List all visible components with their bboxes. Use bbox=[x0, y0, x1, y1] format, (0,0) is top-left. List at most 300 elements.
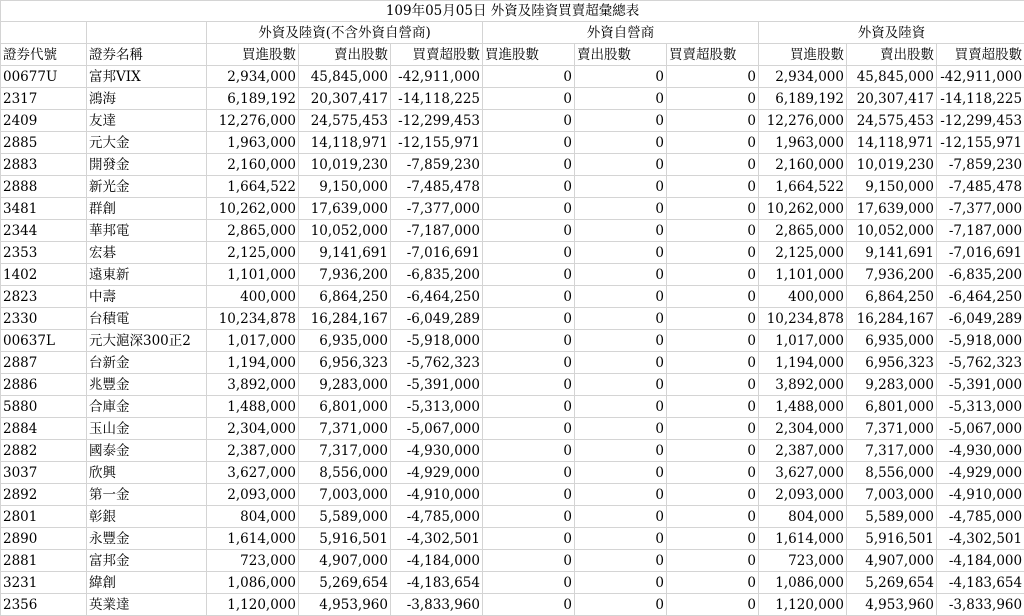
cell-net: -14,118,225 bbox=[391, 88, 483, 110]
cell-sell: 9,283,000 bbox=[299, 374, 391, 396]
column-header-dealer-buy: 買進股數 bbox=[483, 44, 575, 66]
cell-name: 友達 bbox=[87, 110, 207, 132]
cell-total-sell: 4,953,960 bbox=[847, 594, 937, 616]
cell-total-sell: 6,935,000 bbox=[847, 330, 937, 352]
table-row bbox=[1, 308, 1024, 330]
cell-sell: 6,864,250 bbox=[299, 286, 391, 308]
cell-total-net: -12,299,453 bbox=[937, 110, 1024, 132]
cell-buy: 1,963,000 bbox=[207, 132, 299, 154]
cell-dealer-net: 0 bbox=[667, 506, 759, 528]
cell-total-sell: 7,936,200 bbox=[847, 264, 937, 286]
cell-dealer-sell: 0 bbox=[575, 132, 667, 154]
cell-total-buy: 1,101,000 bbox=[759, 264, 847, 286]
cell-total-buy: 12,276,000 bbox=[759, 110, 847, 132]
cell-code: 2886 bbox=[1, 374, 87, 396]
cell-dealer-sell: 0 bbox=[575, 88, 667, 110]
cell-buy: 1,194,000 bbox=[207, 352, 299, 374]
cell-dealer-sell: 0 bbox=[575, 330, 667, 352]
cell-net: -7,859,230 bbox=[391, 154, 483, 176]
cell-dealer-sell: 0 bbox=[575, 484, 667, 506]
cell-dealer-buy: 0 bbox=[483, 66, 575, 88]
cell-dealer-sell: 0 bbox=[575, 220, 667, 242]
cell-dealer-buy: 0 bbox=[483, 374, 575, 396]
cell-name: 合庫金 bbox=[87, 396, 207, 418]
cell-dealer-net: 0 bbox=[667, 110, 759, 132]
cell-code: 2823 bbox=[1, 286, 87, 308]
cell-code: 5880 bbox=[1, 396, 87, 418]
cell-code: 2330 bbox=[1, 308, 87, 330]
cell-dealer-sell: 0 bbox=[575, 176, 667, 198]
column-header-total-sell: 賣出股數 bbox=[847, 44, 937, 66]
table-row bbox=[1, 176, 1024, 198]
cell-total-buy: 3,892,000 bbox=[759, 374, 847, 396]
cell-net: -5,918,000 bbox=[391, 330, 483, 352]
cell-dealer-net: 0 bbox=[667, 374, 759, 396]
cell-sell: 5,589,000 bbox=[299, 506, 391, 528]
cell-buy: 2,387,000 bbox=[207, 440, 299, 462]
table-row bbox=[1, 484, 1024, 506]
table-row bbox=[1, 154, 1024, 176]
cell-dealer-buy: 0 bbox=[483, 572, 575, 594]
table-row bbox=[1, 418, 1024, 440]
cell-net: -12,299,453 bbox=[391, 110, 483, 132]
cell-name: 英業達 bbox=[87, 594, 207, 616]
column-header-dealer-net: 買賣超股數 bbox=[667, 44, 759, 66]
cell-net: -7,377,000 bbox=[391, 198, 483, 220]
cell-total-buy: 2,934,000 bbox=[759, 66, 847, 88]
cell-total-buy: 3,627,000 bbox=[759, 462, 847, 484]
cell-sell: 9,150,000 bbox=[299, 176, 391, 198]
cell-dealer-buy: 0 bbox=[483, 506, 575, 528]
cell-total-sell: 5,589,000 bbox=[847, 506, 937, 528]
cell-sell: 14,118,971 bbox=[299, 132, 391, 154]
cell-code: 00637L bbox=[1, 330, 87, 352]
cell-sell: 4,907,000 bbox=[299, 550, 391, 572]
cell-total-buy: 2,387,000 bbox=[759, 440, 847, 462]
cell-dealer-buy: 0 bbox=[483, 88, 575, 110]
cell-buy: 804,000 bbox=[207, 506, 299, 528]
cell-sell: 8,556,000 bbox=[299, 462, 391, 484]
cell-total-sell: 5,269,654 bbox=[847, 572, 937, 594]
cell-name: 緯創 bbox=[87, 572, 207, 594]
cell-net: -4,302,501 bbox=[391, 528, 483, 550]
cell-total-sell: 7,317,000 bbox=[847, 440, 937, 462]
cell-net: -4,183,654 bbox=[391, 572, 483, 594]
cell-dealer-net: 0 bbox=[667, 88, 759, 110]
cell-name: 元大滬深300正2 bbox=[87, 330, 207, 352]
cell-sell: 24,575,453 bbox=[299, 110, 391, 132]
cell-dealer-net: 0 bbox=[667, 132, 759, 154]
cell-net: -4,929,000 bbox=[391, 462, 483, 484]
table-row bbox=[1, 462, 1024, 484]
cell-dealer-buy: 0 bbox=[483, 264, 575, 286]
cell-dealer-net: 0 bbox=[667, 550, 759, 572]
cell-total-net: -7,377,000 bbox=[937, 198, 1024, 220]
table-row bbox=[1, 66, 1024, 88]
cell-buy: 2,093,000 bbox=[207, 484, 299, 506]
cell-total-net: -5,918,000 bbox=[937, 330, 1024, 352]
cell-dealer-buy: 0 bbox=[483, 396, 575, 418]
table-row bbox=[1, 594, 1024, 616]
cell-total-buy: 1,664,522 bbox=[759, 176, 847, 198]
cell-name: 遠東新 bbox=[87, 264, 207, 286]
cell-dealer-sell: 0 bbox=[575, 374, 667, 396]
cell-dealer-net: 0 bbox=[667, 176, 759, 198]
cell-dealer-net: 0 bbox=[667, 286, 759, 308]
table-row bbox=[1, 88, 1024, 110]
cell-code: 2885 bbox=[1, 132, 87, 154]
cell-buy: 2,865,000 bbox=[207, 220, 299, 242]
table-row bbox=[1, 352, 1024, 374]
cell-dealer-net: 0 bbox=[667, 352, 759, 374]
cell-buy: 10,234,878 bbox=[207, 308, 299, 330]
cell-total-net: -6,464,250 bbox=[937, 286, 1024, 308]
table-row bbox=[1, 396, 1024, 418]
cell-total-buy: 1,488,000 bbox=[759, 396, 847, 418]
cell-total-sell: 5,916,501 bbox=[847, 528, 937, 550]
cell-sell: 7,003,000 bbox=[299, 484, 391, 506]
cell-total-net: -6,835,200 bbox=[937, 264, 1024, 286]
cell-total-buy: 2,125,000 bbox=[759, 242, 847, 264]
cell-total-net: -4,910,000 bbox=[937, 484, 1024, 506]
cell-total-sell: 9,283,000 bbox=[847, 374, 937, 396]
cell-dealer-net: 0 bbox=[667, 198, 759, 220]
cell-total-sell: 6,956,323 bbox=[847, 352, 937, 374]
cell-buy: 1,101,000 bbox=[207, 264, 299, 286]
cell-net: -4,930,000 bbox=[391, 440, 483, 462]
cell-total-net: -5,391,000 bbox=[937, 374, 1024, 396]
cell-buy: 1,017,000 bbox=[207, 330, 299, 352]
cell-dealer-buy: 0 bbox=[483, 594, 575, 616]
table-row bbox=[1, 330, 1024, 352]
cell-code: 2887 bbox=[1, 352, 87, 374]
cell-dealer-net: 0 bbox=[667, 418, 759, 440]
cell-buy: 2,934,000 bbox=[207, 66, 299, 88]
cell-sell: 16,284,167 bbox=[299, 308, 391, 330]
group-header-row bbox=[1, 22, 1024, 44]
cell-code: 2888 bbox=[1, 176, 87, 198]
cell-code: 00677U bbox=[1, 66, 87, 88]
cell-dealer-sell: 0 bbox=[575, 506, 667, 528]
cell-dealer-buy: 0 bbox=[483, 462, 575, 484]
cell-dealer-sell: 0 bbox=[575, 550, 667, 572]
cell-dealer-sell: 0 bbox=[575, 66, 667, 88]
cell-total-sell: 8,556,000 bbox=[847, 462, 937, 484]
cell-dealer-net: 0 bbox=[667, 528, 759, 550]
header-blank-cell bbox=[1, 22, 87, 44]
cell-dealer-buy: 0 bbox=[483, 484, 575, 506]
cell-name: 台積電 bbox=[87, 308, 207, 330]
column-header-net: 買賣超股數 bbox=[391, 44, 483, 66]
cell-code: 2890 bbox=[1, 528, 87, 550]
cell-sell: 9,141,691 bbox=[299, 242, 391, 264]
cell-name: 玉山金 bbox=[87, 418, 207, 440]
cell-sell: 5,269,654 bbox=[299, 572, 391, 594]
cell-code: 1402 bbox=[1, 264, 87, 286]
cell-total-buy: 1,963,000 bbox=[759, 132, 847, 154]
cell-dealer-sell: 0 bbox=[575, 396, 667, 418]
cell-total-buy: 2,865,000 bbox=[759, 220, 847, 242]
cell-net: -5,762,323 bbox=[391, 352, 483, 374]
cell-total-buy: 1,614,000 bbox=[759, 528, 847, 550]
cell-total-net: -7,187,000 bbox=[937, 220, 1024, 242]
table-row bbox=[1, 572, 1024, 594]
cell-sell: 45,845,000 bbox=[299, 66, 391, 88]
cell-sell: 7,371,000 bbox=[299, 418, 391, 440]
cell-net: -4,910,000 bbox=[391, 484, 483, 506]
cell-total-net: -7,859,230 bbox=[937, 154, 1024, 176]
cell-net: -3,833,960 bbox=[391, 594, 483, 616]
cell-dealer-buy: 0 bbox=[483, 286, 575, 308]
cell-net: -4,785,000 bbox=[391, 506, 483, 528]
cell-total-net: -5,067,000 bbox=[937, 418, 1024, 440]
table-row bbox=[1, 374, 1024, 396]
cell-code: 2881 bbox=[1, 550, 87, 572]
cell-dealer-buy: 0 bbox=[483, 110, 575, 132]
cell-dealer-buy: 0 bbox=[483, 198, 575, 220]
cell-dealer-sell: 0 bbox=[575, 352, 667, 374]
cell-dealer-buy: 0 bbox=[483, 418, 575, 440]
cell-dealer-net: 0 bbox=[667, 220, 759, 242]
cell-code: 2356 bbox=[1, 594, 87, 616]
cell-dealer-sell: 0 bbox=[575, 440, 667, 462]
cell-total-net: -7,485,478 bbox=[937, 176, 1024, 198]
cell-buy: 6,189,192 bbox=[207, 88, 299, 110]
table-row bbox=[1, 110, 1024, 132]
cell-total-sell: 20,307,417 bbox=[847, 88, 937, 110]
cell-total-buy: 6,189,192 bbox=[759, 88, 847, 110]
cell-code: 2344 bbox=[1, 220, 87, 242]
column-header-code: 證券代號 bbox=[1, 44, 87, 66]
cell-total-buy: 2,160,000 bbox=[759, 154, 847, 176]
table-row bbox=[1, 440, 1024, 462]
cell-buy: 1,086,000 bbox=[207, 572, 299, 594]
cell-name: 台新金 bbox=[87, 352, 207, 374]
column-header-total-buy: 買進股數 bbox=[759, 44, 847, 66]
cell-buy: 2,160,000 bbox=[207, 154, 299, 176]
cell-total-sell: 4,907,000 bbox=[847, 550, 937, 572]
cell-buy: 1,614,000 bbox=[207, 528, 299, 550]
cell-sell: 6,801,000 bbox=[299, 396, 391, 418]
cell-net: -5,313,000 bbox=[391, 396, 483, 418]
cell-dealer-net: 0 bbox=[667, 396, 759, 418]
cell-dealer-buy: 0 bbox=[483, 220, 575, 242]
cell-total-net: -4,785,000 bbox=[937, 506, 1024, 528]
group-header-foreign-total: 外資及陸資 bbox=[759, 22, 1024, 44]
cell-dealer-buy: 0 bbox=[483, 528, 575, 550]
cell-dealer-buy: 0 bbox=[483, 242, 575, 264]
cell-net: -5,067,000 bbox=[391, 418, 483, 440]
cell-name: 第一金 bbox=[87, 484, 207, 506]
cell-total-sell: 9,141,691 bbox=[847, 242, 937, 264]
cell-name: 永豐金 bbox=[87, 528, 207, 550]
cell-name: 開發金 bbox=[87, 154, 207, 176]
cell-total-sell: 7,371,000 bbox=[847, 418, 937, 440]
cell-code: 3231 bbox=[1, 572, 87, 594]
cell-total-net: -7,016,691 bbox=[937, 242, 1024, 264]
table-row bbox=[1, 506, 1024, 528]
cell-buy: 1,488,000 bbox=[207, 396, 299, 418]
cell-dealer-net: 0 bbox=[667, 308, 759, 330]
cell-code: 2883 bbox=[1, 154, 87, 176]
cell-total-buy: 1,120,000 bbox=[759, 594, 847, 616]
cell-total-buy: 2,304,000 bbox=[759, 418, 847, 440]
cell-net: -7,485,478 bbox=[391, 176, 483, 198]
cell-dealer-sell: 0 bbox=[575, 264, 667, 286]
header-blank-cell bbox=[87, 22, 207, 44]
cell-total-sell: 7,003,000 bbox=[847, 484, 937, 506]
cell-dealer-sell: 0 bbox=[575, 198, 667, 220]
cell-sell: 6,935,000 bbox=[299, 330, 391, 352]
cell-total-net: -3,833,960 bbox=[937, 594, 1024, 616]
cell-sell: 20,307,417 bbox=[299, 88, 391, 110]
cell-total-buy: 804,000 bbox=[759, 506, 847, 528]
cell-dealer-buy: 0 bbox=[483, 176, 575, 198]
column-header-row bbox=[1, 44, 1024, 66]
cell-total-sell: 6,801,000 bbox=[847, 396, 937, 418]
cell-code: 2882 bbox=[1, 440, 87, 462]
cell-code: 2884 bbox=[1, 418, 87, 440]
cell-total-net: -12,155,971 bbox=[937, 132, 1024, 154]
cell-dealer-net: 0 bbox=[667, 154, 759, 176]
cell-sell: 7,936,200 bbox=[299, 264, 391, 286]
cell-total-buy: 723,000 bbox=[759, 550, 847, 572]
table-row bbox=[1, 242, 1024, 264]
cell-dealer-sell: 0 bbox=[575, 308, 667, 330]
cell-buy: 10,262,000 bbox=[207, 198, 299, 220]
cell-dealer-buy: 0 bbox=[483, 352, 575, 374]
cell-sell: 7,317,000 bbox=[299, 440, 391, 462]
cell-buy: 1,664,522 bbox=[207, 176, 299, 198]
cell-sell: 5,916,501 bbox=[299, 528, 391, 550]
cell-total-buy: 2,093,000 bbox=[759, 484, 847, 506]
cell-total-buy: 1,086,000 bbox=[759, 572, 847, 594]
cell-code: 2892 bbox=[1, 484, 87, 506]
cell-dealer-net: 0 bbox=[667, 242, 759, 264]
cell-name: 兆豐金 bbox=[87, 374, 207, 396]
table-row bbox=[1, 286, 1024, 308]
cell-total-net: -4,302,501 bbox=[937, 528, 1024, 550]
cell-dealer-buy: 0 bbox=[483, 308, 575, 330]
cell-total-net: -6,049,289 bbox=[937, 308, 1024, 330]
cell-code: 2409 bbox=[1, 110, 87, 132]
cell-dealer-net: 0 bbox=[667, 594, 759, 616]
cell-buy: 723,000 bbox=[207, 550, 299, 572]
cell-buy: 12,276,000 bbox=[207, 110, 299, 132]
cell-total-buy: 1,017,000 bbox=[759, 330, 847, 352]
cell-net: -4,184,000 bbox=[391, 550, 483, 572]
cell-name: 富邦金 bbox=[87, 550, 207, 572]
column-header-buy: 買進股數 bbox=[207, 44, 299, 66]
cell-total-sell: 10,052,000 bbox=[847, 220, 937, 242]
cell-dealer-sell: 0 bbox=[575, 110, 667, 132]
cell-net: -6,835,200 bbox=[391, 264, 483, 286]
cell-code: 3481 bbox=[1, 198, 87, 220]
cell-sell: 10,052,000 bbox=[299, 220, 391, 242]
cell-dealer-sell: 0 bbox=[575, 418, 667, 440]
cell-total-net: -4,184,000 bbox=[937, 550, 1024, 572]
column-header-dealer-sell: 賣出股數 bbox=[575, 44, 667, 66]
column-header-sell: 賣出股數 bbox=[299, 44, 391, 66]
cell-dealer-buy: 0 bbox=[483, 550, 575, 572]
cell-name: 彰銀 bbox=[87, 506, 207, 528]
group-header-foreign-excl-dealers: 外資及陸資(不含外資自營商) bbox=[207, 22, 483, 44]
cell-net: -42,911,000 bbox=[391, 66, 483, 88]
cell-net: -6,049,289 bbox=[391, 308, 483, 330]
cell-dealer-sell: 0 bbox=[575, 286, 667, 308]
cell-name: 元大金 bbox=[87, 132, 207, 154]
cell-total-sell: 9,150,000 bbox=[847, 176, 937, 198]
cell-name: 欣興 bbox=[87, 462, 207, 484]
table-title: 109年05月05日 外資及陸資買賣超彙總表 bbox=[1, 1, 1024, 22]
cell-code: 2353 bbox=[1, 242, 87, 264]
cell-total-net: -5,762,323 bbox=[937, 352, 1024, 374]
cell-buy: 400,000 bbox=[207, 286, 299, 308]
cell-net: -5,391,000 bbox=[391, 374, 483, 396]
cell-total-net: -14,118,225 bbox=[937, 88, 1024, 110]
cell-total-buy: 10,262,000 bbox=[759, 198, 847, 220]
cell-code: 3037 bbox=[1, 462, 87, 484]
cell-dealer-sell: 0 bbox=[575, 572, 667, 594]
cell-total-net: -4,929,000 bbox=[937, 462, 1024, 484]
cell-dealer-net: 0 bbox=[667, 264, 759, 286]
cell-sell: 4,953,960 bbox=[299, 594, 391, 616]
cell-name: 宏碁 bbox=[87, 242, 207, 264]
cell-dealer-sell: 0 bbox=[575, 154, 667, 176]
cell-sell: 6,956,323 bbox=[299, 352, 391, 374]
cell-net: -7,187,000 bbox=[391, 220, 483, 242]
cell-total-net: -42,911,000 bbox=[937, 66, 1024, 88]
cell-name: 新光金 bbox=[87, 176, 207, 198]
cell-total-sell: 45,845,000 bbox=[847, 66, 937, 88]
cell-name: 富邦VIX bbox=[87, 66, 207, 88]
table-row bbox=[1, 132, 1024, 154]
cell-buy: 2,125,000 bbox=[207, 242, 299, 264]
cell-sell: 17,639,000 bbox=[299, 198, 391, 220]
cell-dealer-buy: 0 bbox=[483, 132, 575, 154]
cell-name: 群創 bbox=[87, 198, 207, 220]
cell-buy: 1,120,000 bbox=[207, 594, 299, 616]
cell-code: 2801 bbox=[1, 506, 87, 528]
column-header-name: 證券名稱 bbox=[87, 44, 207, 66]
cell-dealer-net: 0 bbox=[667, 440, 759, 462]
table-row bbox=[1, 264, 1024, 286]
table-row bbox=[1, 220, 1024, 242]
cell-name: 中壽 bbox=[87, 286, 207, 308]
table-row bbox=[1, 528, 1024, 550]
cell-dealer-net: 0 bbox=[667, 330, 759, 352]
cell-total-buy: 400,000 bbox=[759, 286, 847, 308]
cell-dealer-net: 0 bbox=[667, 462, 759, 484]
cell-dealer-sell: 0 bbox=[575, 462, 667, 484]
cell-net: -6,464,250 bbox=[391, 286, 483, 308]
cell-total-net: -4,183,654 bbox=[937, 572, 1024, 594]
cell-dealer-buy: 0 bbox=[483, 154, 575, 176]
cell-dealer-net: 0 bbox=[667, 66, 759, 88]
cell-total-sell: 24,575,453 bbox=[847, 110, 937, 132]
cell-dealer-buy: 0 bbox=[483, 330, 575, 352]
cell-dealer-sell: 0 bbox=[575, 528, 667, 550]
group-header-foreign-dealers: 外資自營商 bbox=[483, 22, 759, 44]
cell-total-sell: 17,639,000 bbox=[847, 198, 937, 220]
cell-total-sell: 14,118,971 bbox=[847, 132, 937, 154]
cell-net: -12,155,971 bbox=[391, 132, 483, 154]
cell-dealer-sell: 0 bbox=[575, 242, 667, 264]
title-row bbox=[1, 1, 1024, 22]
table-row bbox=[1, 550, 1024, 572]
cell-total-sell: 6,864,250 bbox=[847, 286, 937, 308]
cell-name: 華邦電 bbox=[87, 220, 207, 242]
